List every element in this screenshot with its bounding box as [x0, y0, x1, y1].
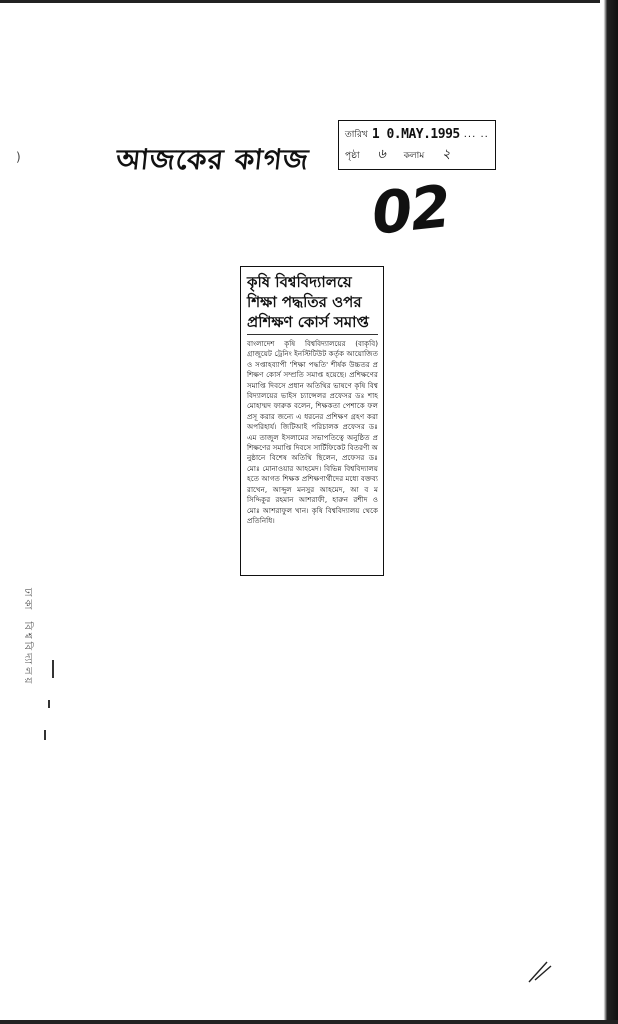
scan-edge-top: [0, 0, 618, 3]
scan-mark: [48, 700, 50, 708]
handwritten-page-number: 02: [368, 172, 453, 248]
stamp-date-row: [345, 124, 489, 145]
archive-stamp: [338, 120, 496, 170]
stamp-date-trail: ... ..: [463, 129, 489, 140]
article-body: বাংলাদেশ কৃষি বিশ্ববিদ্যালয়ের (বাকৃবি) গ্রাজুয়েট ট্রেনিং ইনস্টিটিউট কর্তৃক আয়োজিত ও সপ্তাহব্যাপী 'শিক্ষা পদ্ধতি' শীর্ষক উচ্চতর প্রশিক্ষণ কোর্স সম্প্রতি সমাপ্ত হয়েছে। প্রশিক্ষণের সমাপ্তি দিবসে প্রধান অতিথির ভাষণে কৃষি বিশ্ববিদ্যালয়ের ভাইস চ্যান্সেলর প্রফেসর ডঃ শাহ মোহাম্মদ ফারুক বলেন, শিক্ষকতা পেশাকে ফলপ্রসূ করার জন্যে এ ধরনের প্রশিক্ষণ গ্রহণ করা অপরিহার্য। জিটিআই পরিচালক প্রফেসর ডঃ এম তাজুল ইসলামের সভাপতিত্বে অনুষ্ঠিত প্রশিক্ষণের সমাপ্তি দিবসে সার্টিফিকেট বিতরণী অনুষ্ঠানে বিশেষ অতিথি ছিলেন, প্রফেসর ডঃ মোঃ মোনাওয়ার আহমেদ। বিভিন্ন বিশ্ববিদ্যালয় হতে আগত শিক্ষক প্রশিক্ষণার্থীদের মধ্যে বক্তব্য রাখেন, আব্দুল মনসুর আহমেদ, আ ব ম সিদ্দিকুর রহমান আশরাফী, হারুন রশীদ ও মোঃ আশরাফুল খান। কৃষি বিশ্ববিদ্যালয় থেকে প্রতিনিধি।: [247, 339, 378, 525]
scan-edge-bottom: [0, 1020, 618, 1024]
newspaper-clipping: [240, 266, 384, 576]
stamp-date-value: 1 0.MAY.1995: [371, 127, 460, 142]
stamp-page-row: [345, 145, 489, 166]
stamp-column-value: ২: [441, 147, 451, 162]
stamp-column-label: কলাম: [403, 151, 425, 161]
scan-edge-right: [600, 0, 618, 1024]
stamp-page-label: পৃষ্ঠা: [345, 151, 360, 161]
newspaper-masthead: আজকের কাগজ: [114, 143, 311, 176]
stamp-page-value: ৬: [377, 147, 386, 162]
faint-side-text: ঢাকা বিশ্ববিদ্যালয়: [22, 588, 33, 687]
pen-stroke-mark: [525, 956, 555, 986]
scan-mark: [44, 730, 46, 740]
article-headline: কৃষি বিশ্ববিদ্যালয়ে শিক্ষা পদ্ধতির ওপর প্রশিক্ষণ কোর্স সমাপ্ত: [247, 272, 378, 335]
scan-mark: [52, 660, 54, 678]
stamp-date-label: তারিখ: [345, 130, 368, 140]
margin-mark: ): [16, 150, 21, 164]
